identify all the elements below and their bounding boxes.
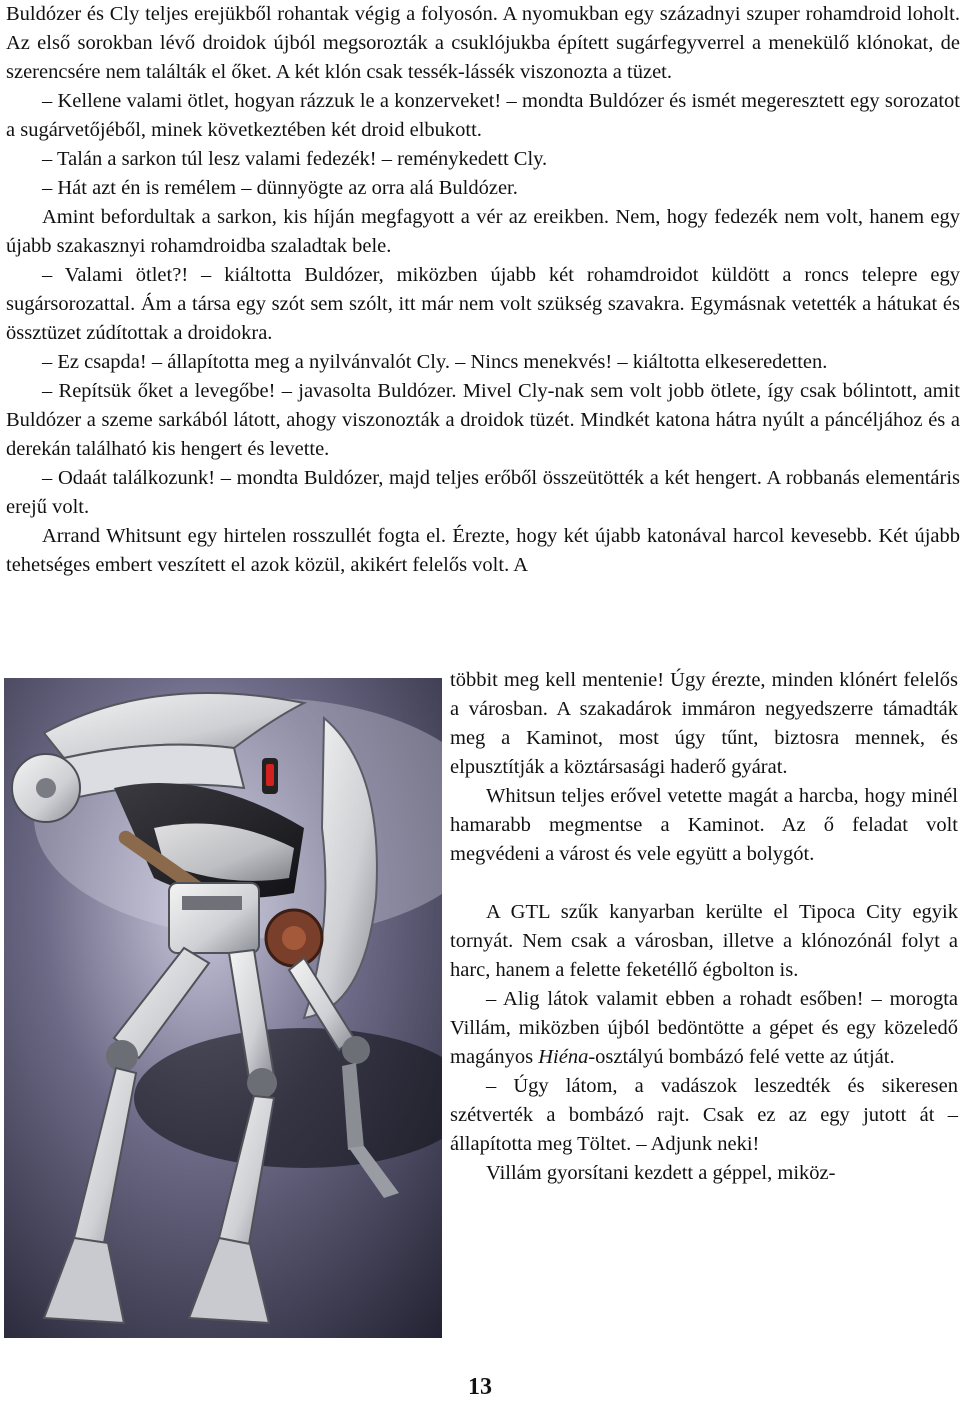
paragraph: – Hát azt én is remélem – dünnyögte az orra alá Buldózer. (42, 177, 518, 199)
page-number: 13 (468, 1374, 492, 1400)
paragraph: – Repítsük őket a levegőbe! – javasolta Buldózer. Mivel Cly-nak sem volt jobb ötlete, így csak bólintott, amit Buldózer a szeme sarkából látott, ahogy viszonozták a droidok tüzét. Mindkét katona hátra nyúlt a páncéljához és a derekán található kis hengert és levette. (6, 380, 960, 460)
italic-ship-name: Hiéna (538, 1046, 589, 1068)
paragraph: – Talán a sarkon túl lesz valami fedezék! – reménykedett Cly. (42, 148, 548, 170)
paragraph: Buldózer és Cly teljes erejükből rohantak végig a folyosón. A nyomukban egy századnyi szuper rohamdroid loholt. Az első sorokban lévő droidok újból megsorozták a csuklójukba épített sugárfegyverrel a menekülő klónokat, de szerencsére nem találták el őket. A két klón csak tessék-lássék viszonozta a tüzet. (6, 3, 960, 83)
paragraph: többit meg kell mentenie! Úgy érezte, minden klónért felelős a városban. A szakadárok immáron negyedszerre támadták meg a Kaminot, most úgy tűnt, biztosra mennek, és elpusztítják a köztársasági haderő gyárat. (450, 669, 958, 778)
paragraph: – Ez csapda! – állapította meg a nyilvánvalót Cly. – Nincs menekvés! – kiáltotta elkeseredetten. (42, 351, 828, 373)
paragraph: – Úgy látom, a vadászok leszedték és sikeresen szétverték a bombázó rajt. Csak ez az egy jutott át – állapította meg Töltet. – Adjunk neki! (450, 1075, 958, 1155)
paragraph (450, 985, 958, 1072)
text-block-full-width (6, 0, 960, 580)
paragraph-gap (450, 869, 958, 898)
text-block-right-column (450, 666, 958, 1188)
paragraph: Arrand Whitsunt egy hirtelen rosszullét fogta el. Érezte, hogy két újabb katonával harcol kevesebb. Két újabb tehetséges embert veszített el azok közül, akikért felelős volt. A (6, 525, 960, 576)
paragraph: Whitsun teljes erővel vetette magát a harcba, hogy minél hamarabb megmentse a Kaminot. Az ő feladat volt megvédeni a várost és vele együtt a bolygót. (450, 785, 958, 865)
paragraph-text-after: -osztályú bombázó felé vette az útját. (588, 1046, 895, 1068)
battle-droid-illustration (4, 678, 442, 1338)
paragraph: Villám gyorsítani kezdett a géppel, miköz- (486, 1162, 836, 1184)
paragraph: – Valami ötlet?! – kiáltotta Buldózer, miközben újabb két rohamdroidot küldött a roncs telepre egy sugársorozattal. Ám a társa egy szót sem szólt, itt már nem volt szükség szavakra. Egymásnak vetették a hátukat és össztüzet zúdítottak a droidokra. (6, 264, 960, 344)
paragraph: A GTL szűk kanyarban kerülte el Tipoca City egyik tornyát. Nem csak a városban, illetve a klónozónál folyt a harc, hanem a felette feketéllő égbolton is. (450, 901, 958, 981)
paragraph-text: – Alig látok valamit ebben a rohadt esőben! – morogta Villám, miközben újból bedöntötte a gépet és egy közeledő magányos (450, 988, 958, 1068)
paragraph: – Kellene valami ötlet, hogyan rázzuk le a konzerveket! – mondta Buldózer és ismét megeresztett egy sorozatot a sugárvetőjéből, minek következtében két droid elbukott. (6, 90, 960, 141)
paragraph: – Odaát találkozunk! – mondta Buldózer, majd teljes erőből összeütötték a két hengert. A robbanás elementáris erejű volt. (6, 467, 960, 518)
paragraph: Amint befordultak a sarkon, kis híján megfagyott a vér az ereikben. Nem, hogy fedezék nem volt, hanem egy újabb szakasznyi rohamdroidba szaladtak bele. (6, 206, 960, 257)
